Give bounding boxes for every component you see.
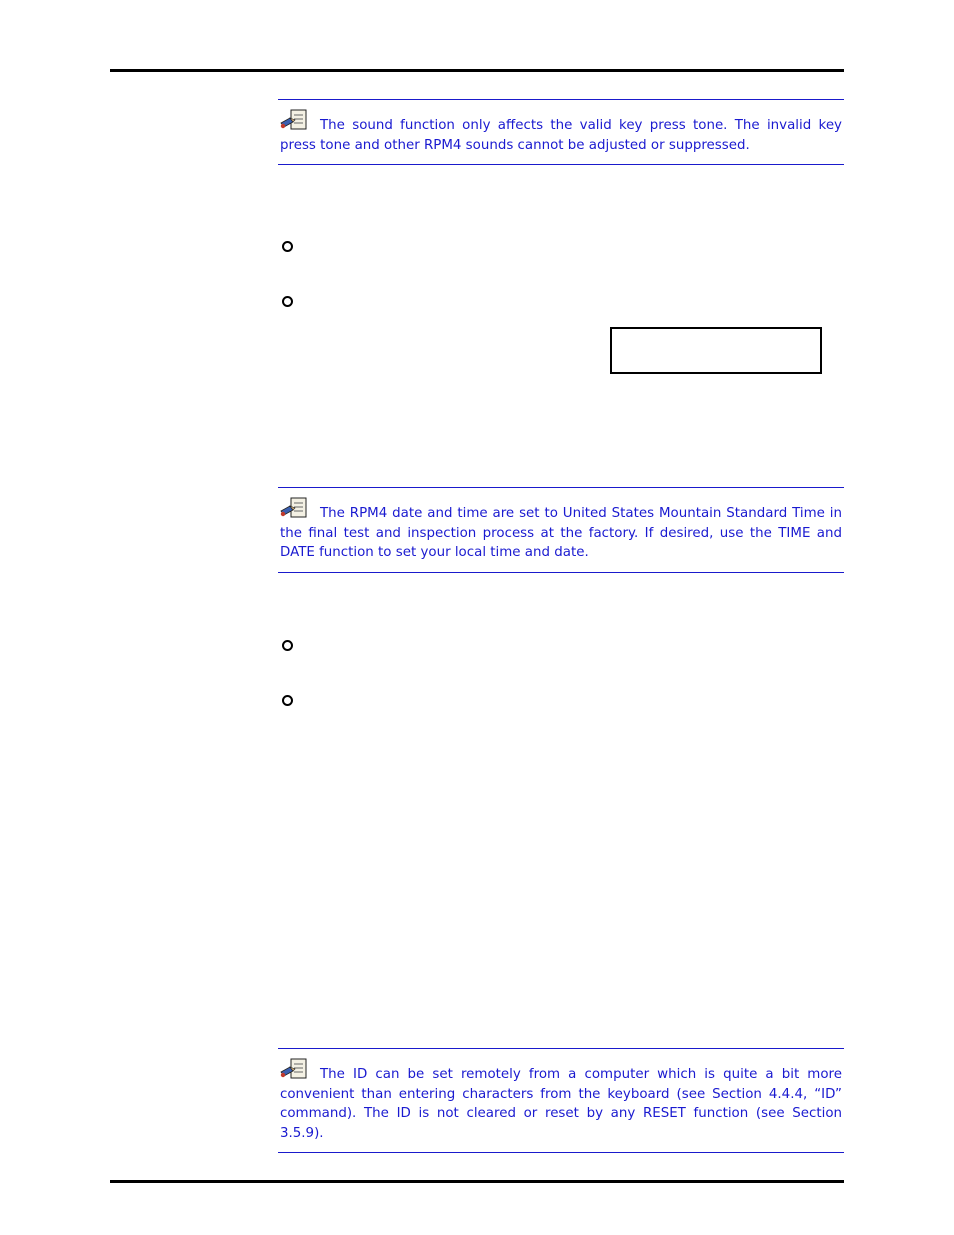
note-text [280, 116, 842, 155]
note-text [280, 504, 842, 563]
note-text-content: The RPM4 date and time are set to United States Mountain Standard Time in the final test and inspection process at the factory. If desired, use the TIME and DATE function to set your local time and date. [280, 506, 842, 560]
note-text-content: The ID can be set remotely from a computer which is quite a bit more convenient than entering characters from the keyboard (see Section 4.4.4, “ID” command). The ID is not cleared or reset by any RESET function (see Section 3.5.9). [280, 1067, 842, 1141]
bullet-icon [282, 695, 293, 706]
note-box [278, 99, 844, 165]
bullet-icon [282, 241, 293, 252]
header-rule [110, 69, 844, 72]
note-text-content: The sound function only affects the valid key press tone. The invalid key press tone and other RPM4 sounds cannot be adjusted or suppressed. [280, 118, 842, 153]
note-text [280, 1065, 842, 1143]
note-box [278, 1048, 844, 1153]
note-box [278, 487, 844, 573]
bullet-icon [282, 296, 293, 307]
footer-rule [110, 1180, 844, 1183]
display-box [610, 327, 822, 374]
bullet-icon [282, 640, 293, 651]
